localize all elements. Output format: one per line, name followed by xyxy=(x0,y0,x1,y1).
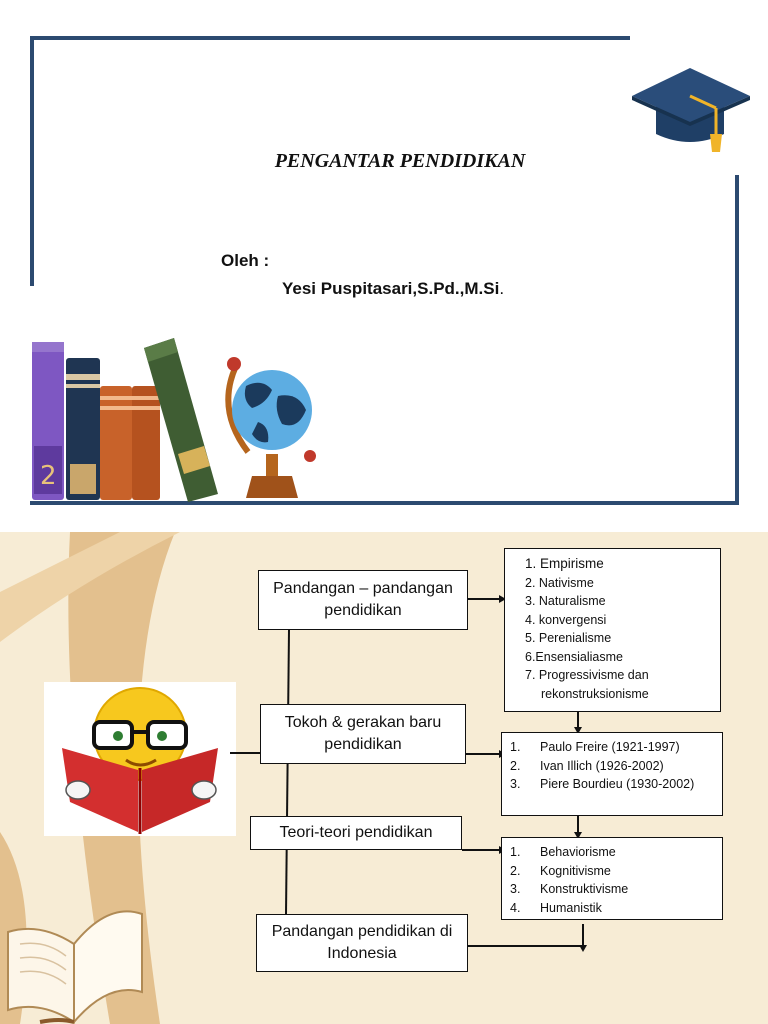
list-item-text: Konstruktivisme xyxy=(540,882,629,896)
books-icon xyxy=(28,334,223,504)
list-item-number: 2. xyxy=(510,863,521,878)
box-tokoh-label: Tokoh & gerakan baru pendidikan xyxy=(284,714,442,753)
list-item: 5. Perenialisme xyxy=(525,631,612,645)
list-item: rekonstruksionisme xyxy=(541,686,649,701)
box-tokoh xyxy=(260,704,466,764)
list-item-text: Paulo Freire (1921-1997) xyxy=(540,740,680,754)
slide-title: PENGANTAR PENDIDIKAN xyxy=(274,150,526,172)
by-label: Oleh : xyxy=(221,251,270,270)
box-teori xyxy=(250,816,462,850)
box-pandangan xyxy=(258,570,468,630)
frame-left-border xyxy=(30,36,34,286)
globe-icon xyxy=(222,352,322,504)
frame-top-border xyxy=(30,36,630,40)
list-item xyxy=(510,757,716,776)
author-name: Yesi Puspitasari,S.Pd.,M.Si xyxy=(282,279,500,298)
list-item: 2. Nativisme xyxy=(525,575,594,590)
list-item-number: 3. xyxy=(510,882,521,896)
list-tokoh xyxy=(501,732,723,816)
list-item: 7. Progressivisme dan xyxy=(525,668,649,682)
list-item-number: 3. xyxy=(510,777,521,791)
list-item xyxy=(510,775,716,794)
mindmap-slide xyxy=(0,532,768,1024)
list-item xyxy=(510,862,716,881)
list-item: 6.Ensensialiasme xyxy=(525,649,623,664)
author-line xyxy=(282,279,504,299)
list-item-text: Ivan Illich (1926-2002) xyxy=(540,758,664,773)
list-item xyxy=(510,899,716,918)
list-teori xyxy=(501,837,723,920)
list-item-text: Humanistik xyxy=(540,900,602,915)
list-item-number: 1. xyxy=(510,845,521,859)
list-item-number: 1. xyxy=(510,740,521,754)
box-teori-label: Teori-teori pendidikan xyxy=(279,824,433,841)
list-item-text: Kognitivisme xyxy=(540,863,611,878)
list-item-text: Piere Bourdieu (1930-2002) xyxy=(540,777,695,791)
list-item: 1. Empirisme xyxy=(525,556,604,571)
box-pandangan-label: Pandangan – pandangan pendidikan xyxy=(273,580,453,619)
svg-text:2: 2 xyxy=(40,461,57,491)
list-item: 4. konvergensi xyxy=(525,612,607,627)
list-item xyxy=(510,843,716,862)
box-indonesia-label: Pandangan pendidikan di Indonesia xyxy=(271,923,453,962)
list-item-number: 2. xyxy=(510,758,521,773)
list-item xyxy=(510,738,716,757)
box-indonesia xyxy=(256,914,468,972)
list-pandangan xyxy=(504,548,721,712)
list-item-number: 4. xyxy=(510,900,521,915)
list-item-text: Behaviorisme xyxy=(540,845,616,859)
graduation-cap-icon xyxy=(628,62,753,157)
list-item: 3. Naturalisme xyxy=(525,594,606,608)
author-suffix: . xyxy=(499,279,505,298)
frame-right-border xyxy=(735,175,739,505)
list-item xyxy=(510,880,716,899)
